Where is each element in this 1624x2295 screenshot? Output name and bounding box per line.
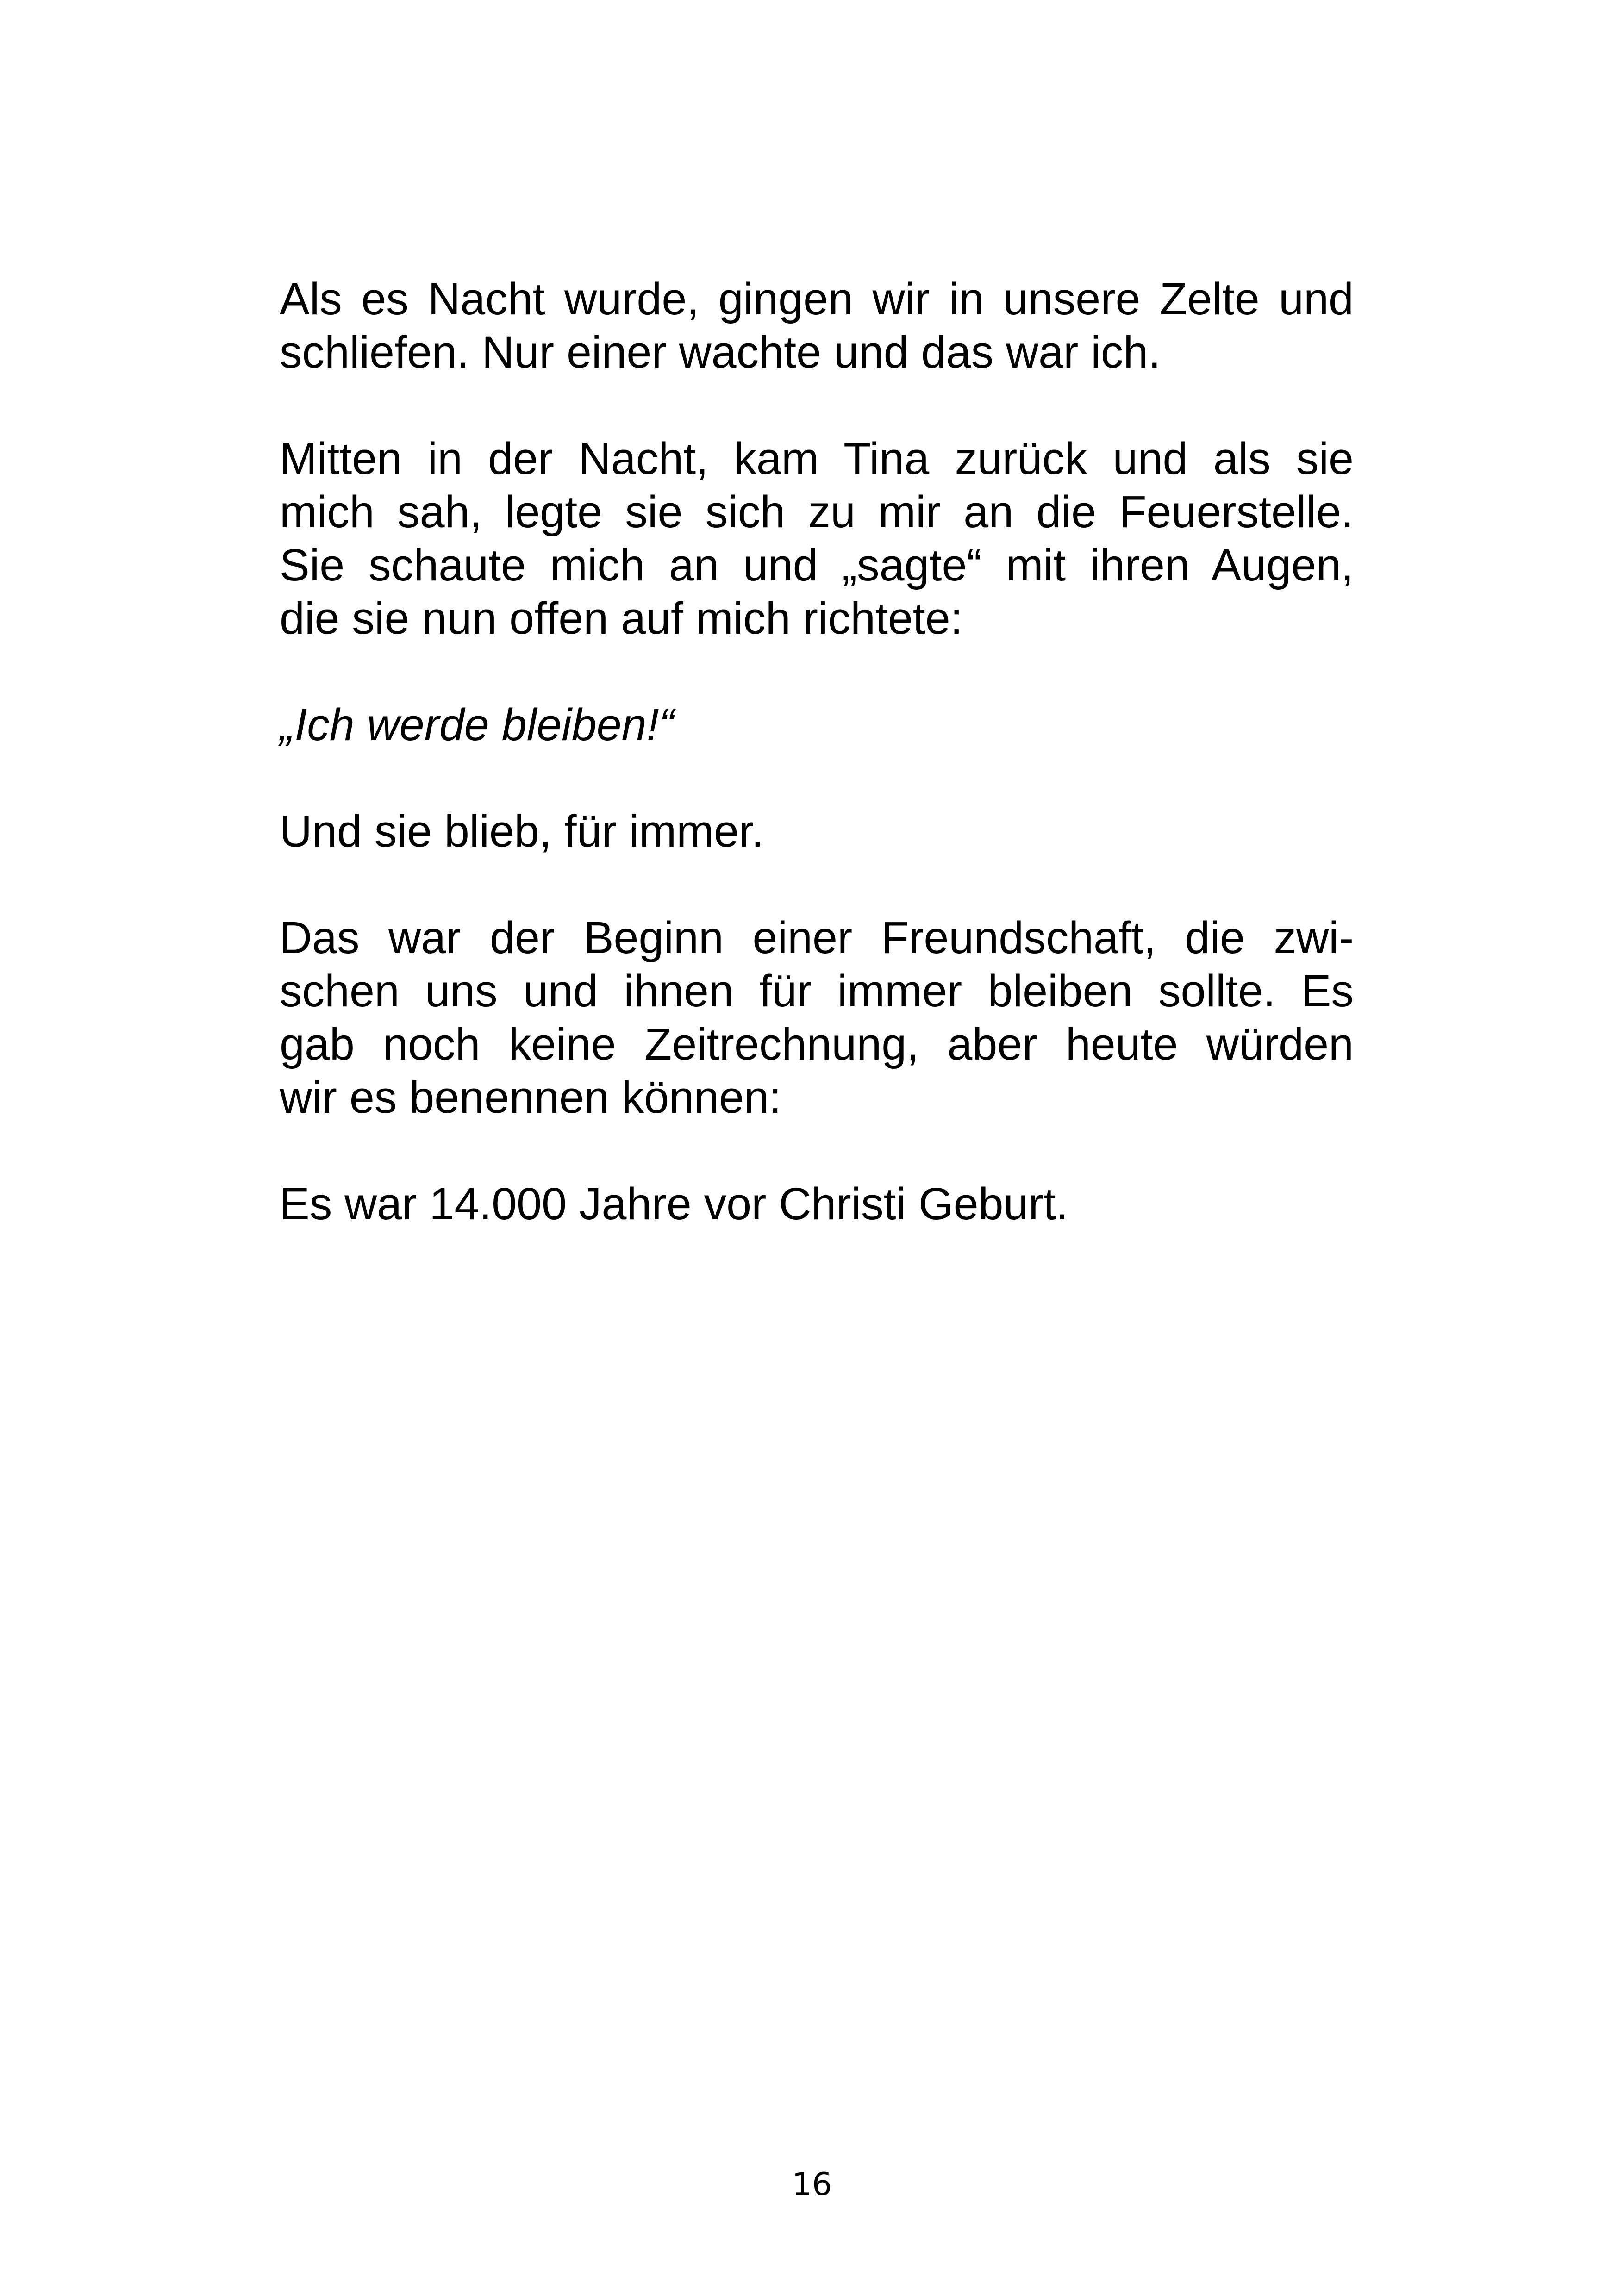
text-line: schliefen. Nur einer wachte und das war ich. xyxy=(280,327,1161,377)
body-text xyxy=(280,272,1354,1230)
text-line: gab noch keine Zeitrechnung, aber heute würden xyxy=(280,1019,1354,1069)
text-line: wir es benennen können: xyxy=(280,1072,781,1123)
text-line: Und sie blieb, für immer. xyxy=(280,806,764,856)
paragraph-5 xyxy=(280,911,1354,1124)
paragraph-4 xyxy=(280,804,1354,858)
paragraph-1 xyxy=(280,272,1354,379)
text-line: Sie schaute mich an und „sagte“ mit ihren Augen, xyxy=(280,540,1354,590)
text-line: schen uns und ihnen für immer bleiben sollte. Es xyxy=(280,966,1354,1016)
text-line: mich sah, legte sie sich zu mir an die Feuerstelle. xyxy=(280,486,1354,537)
text-line: Es war 14.000 Jahre vor Christi Geburt. xyxy=(280,1179,1068,1229)
paragraph-2 xyxy=(280,432,1354,645)
text-line: Als es Nacht wurde, gingen wir in unsere Zelte und xyxy=(280,274,1354,324)
text-line: Mitten in der Nacht, kam Tina zurück und als sie xyxy=(280,433,1354,484)
text-line: die sie nun offen auf mich richtete: xyxy=(280,593,963,643)
text-line: „Ich werde bleiben!“ xyxy=(280,699,674,750)
paragraph-6 xyxy=(280,1177,1354,1230)
text-line: Das war der Beginn einer Freundschaft, die zwi- xyxy=(280,912,1354,963)
page-number: 16 xyxy=(792,2166,832,2203)
quote-paragraph xyxy=(280,698,1354,751)
